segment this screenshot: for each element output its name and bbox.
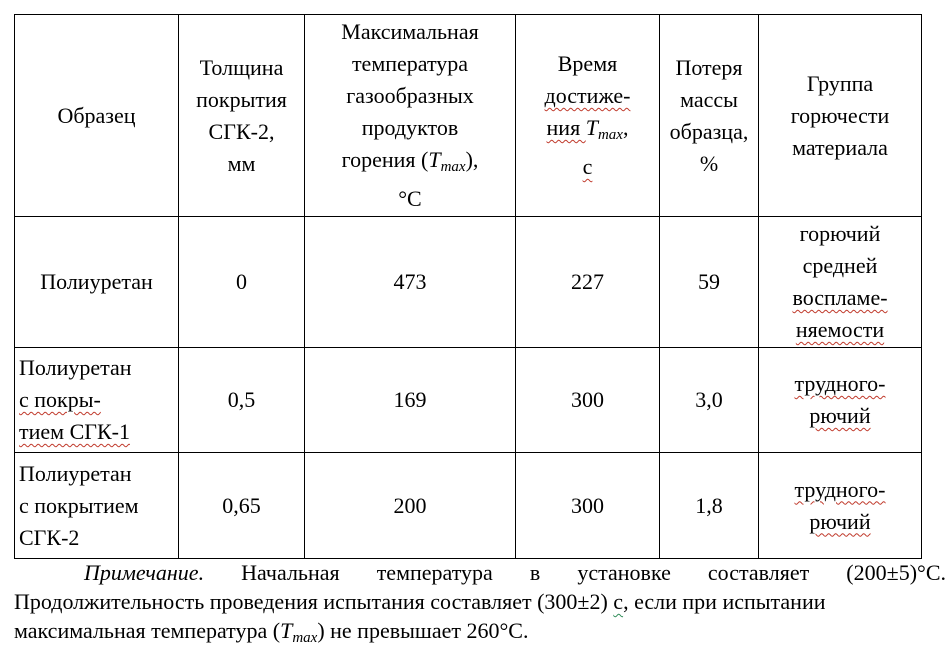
cell-time: 300 [516,348,660,453]
table-row [15,348,922,453]
cell-mass-loss: 59 [660,217,759,348]
header-row [15,15,922,217]
header-flammability-group: Группа горючести материала [759,15,922,217]
table-row [15,453,922,559]
cell-mass-loss: 1,8 [660,453,759,559]
note-line-3: максимальная температура $(T_{max})$ не превышает 260°С. [14,618,529,646]
cell-max-temperature: 169 [305,348,516,453]
data-table [14,14,922,559]
header-mass-loss: Потеря массы образца, % [660,15,759,217]
cell-mass-loss: 3,0 [660,348,759,453]
header-thickness: Толщина покрытия СГК-2, мм [179,15,305,217]
header-sample: Образец [15,15,179,217]
note-line-2: Продолжительность проведения испытания составляет (300±2) с, если при испытании [14,589,826,614]
cell-thickness: 0,65 [179,453,305,559]
cell-sample: Полиуретан [15,217,179,348]
table-row [15,217,922,348]
cell-max-temperature: 473 [305,217,516,348]
cell-thickness: 0 [179,217,305,348]
header-max-temperature: Максимальная температура газообразных продуктов горения $(T_{max})$, °С [305,15,516,217]
cell-max-temperature: 200 [305,453,516,559]
cell-flammability-group: горючий средней воспламе- няемости [759,217,922,348]
table-note [14,558,946,653]
note-label: Примечание. [84,560,205,585]
header-time: Время достиже- ния $T_{max}$, с [516,15,660,217]
cell-sample: Полиуретан с покрытием СГК-2 [15,453,179,559]
cell-time: 227 [516,217,660,348]
cell-sample: Полиуретан с покры- тием СГК-1 [15,348,179,453]
note-line-1: Примечание. Начальная температура в установке составляет (200±5)°С. [84,560,946,585]
cell-time: 300 [516,453,660,559]
cell-flammability-group: трудного- рючий [759,348,922,453]
cell-flammability-group: трудного- рючий [759,453,922,559]
cell-thickness: 0,5 [179,348,305,453]
